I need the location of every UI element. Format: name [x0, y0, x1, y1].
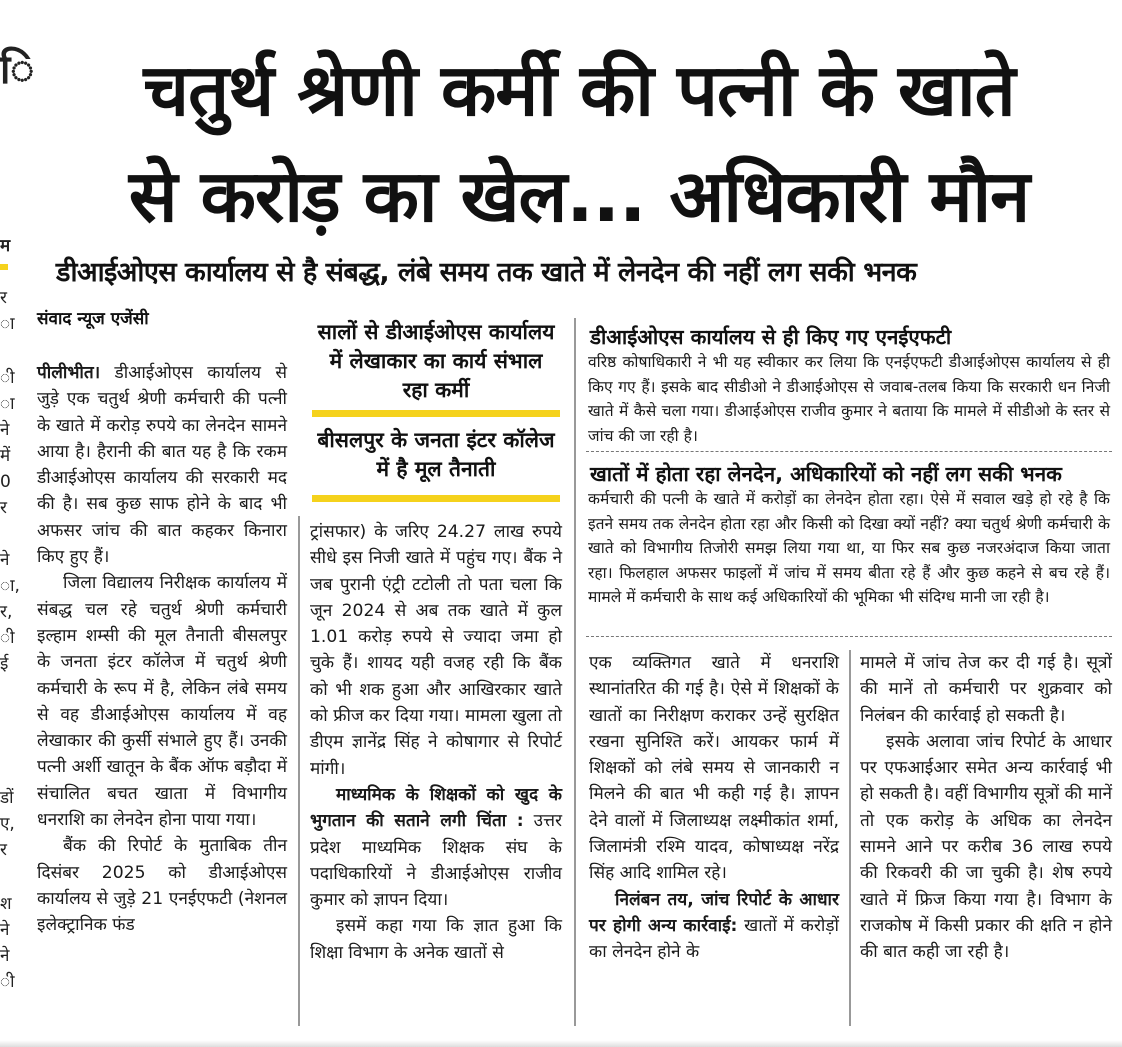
cropped-next-article [0, 1036, 1122, 1047]
dateline: पीलीभीत। [37, 363, 101, 383]
subheading-inline: माध्यमिक के शिक्षकों को खुद के भुगतान की सताने लगी चिंता : [310, 784, 562, 832]
edge-yellow-mark [0, 264, 8, 270]
paragraph: इसके अलावा जांच रिपोर्ट के आधार पर एफआईआर समेत अन्य कार्रवाई भी हो सकती है। वहीं विभागीय सूत्रों की मानें तो एक करोड़ के अधिक का लेनदेन सामने आने पर करीब 36 लाख रुपये की रिकवरी की जा चुकी है। शेष रुपये खाते में फ्रिज किया गया है। विभाग के राजकोष में किसी प्रकार की क्षति न होने की बात कही जा रही है। [860, 731, 1112, 963]
sidebar-heading: खातों में होता रहा लेनदेन, अधिकारियों को नहीं लग सकी भनक [590, 462, 1062, 486]
edge-fragment: र [0, 288, 7, 308]
article-column-4 [860, 650, 1112, 966]
dashed-divider [586, 451, 1112, 452]
edge-fragment: ने [0, 550, 10, 570]
paragraph-text: डीआईओएस कार्यालय से जुड़े एक चतुर्थ श्रेणी कर्मचारी की पत्नी के खाते में करोड़ रुपये का लेनदेन सामने आया है। हैरानी की बात यह है कि रकम डीआईओएस कार्यालय की सरकारी मद की है। सब कुछ साफ होने के बाद भी अफसर जांच की बात कहकर किनारा किए हुए हैं। [37, 363, 287, 568]
highlight-yellow-bar [312, 410, 560, 417]
edge-fragment: ी [0, 628, 15, 648]
agency-byline: संवाद न्यूज एजेंसी [37, 309, 149, 329]
subheadline: डीआईओएस कार्यालय से है संबद्ध, लंबे समय तक खाते में लेनदेन की नहीं लग सकी भनक [56, 257, 917, 288]
edge-fragment: र [0, 840, 7, 860]
sidebar-text: वरिष्ठ कोषाधिकारी ने भी यह स्वीकार कर लिया कि एनईएफटी डीआईओएस कार्यालय से ही किए गए हैं। इसके बाद सीडीओ ने डीआईओएस से जवाब-तलब किया कि सरकारी धन निजी खाते में कैसे चला गया। डीआईओएस राजीव कुमार ने बताया कि मामले में सीडीओ के स्तर से जांच की जा रही है। [588, 353, 1110, 445]
paragraph: ट्रांसफार) के जरिए 24.27 लाख रुपये सीधे इस निजी खाते में पहुंच गए। बैंक ने जब पुरानी एंट्री टटोली तो पता चला कि जून 2024 से अब तक खाते में कुल 1.01 करोड़ रुपये से ज्यादा जमा हो चुके हैं। शायद यही वजह रही कि बैंक को भी शक हुआ और आखिरकार खाते को फ्रीज कर दिया गया। मामला खुला तो डीएम ज्ञानेंद्र सिंह ने कोषागार से रिपोर्ट मांगी। [310, 522, 562, 779]
subheading-inline: निलंबन तय, जांच रिपोर्ट के आधार पर होगी अन्य कार्रवाई: [589, 889, 839, 936]
column-rule [574, 318, 576, 1026]
paragraph: मामले में जांच तेज कर दी गई है। सूत्रों की मानें तो कर्मचारी पर शुक्रवार को निलंबन की कार्रवाई हो सकती है। [860, 653, 1112, 726]
highlight-yellow-bar [312, 495, 560, 502]
edge-fragment: ने [0, 946, 10, 966]
headline-line-2: से करोड़ का खेल... अधिकारी मौन [128, 154, 1030, 238]
column-rule [298, 516, 300, 1026]
article-column-2 [310, 519, 562, 966]
paragraph: जिला विद्यालय निरीक्षक कार्यालय में संबद्ध चल रहे चतुर्थ श्रेणी कर्मचारी इल्हाम शम्सी की मूल तैनाती बीसलपुर के जनता इंटर कॉलेज में चतुर्थ श्रेणी कर्मचारी के रूप में है, लेकिन लंबे समय से वह डीआईओएस कार्यालय में वह लेखाकार की कुर्सी संभाले हुए हैं। उनकी पत्नी अर्शी खातून के बैंक ऑफ बड़ौदा में संचालित बचत खाता में विभागीय धनराशि का लेनदेन होना पाया गया। [37, 573, 287, 831]
edge-fragment: ने [0, 420, 10, 440]
paragraph: एक व्यक्तिगत खाते में धनराशि स्थानांतरित की गई है। ऐसे में शिक्षकों के खातों का निरीक्षण कराकर उन्हें सुरक्षित रखना सुनिश्ति करें। आयकर फार्म में शिक्षकों को लंबे समय से जानकारी न मिलने की बात भी कही गई है। ज्ञापन देने वालों में जिलाध्यक्ष लक्ष्मीकांत शर्मा, जिलामंत्री रश्मि यादव, कोषाध्यक्ष नरेंद्र सिंह आदि शामिल रहे। [589, 653, 839, 884]
edge-fragment: र, [0, 602, 13, 622]
edge-fragment: ा [0, 394, 15, 414]
edge-fragment: ि [0, 47, 35, 93]
edge-fragment: ई [0, 654, 9, 674]
edge-fragment: डों [0, 788, 14, 808]
paragraph: बैंक की रिपोर्ट के मुताबिक तीन दिसंबर 2025 को डीआईओएस कार्यालय से जुड़े 21 एनईएफटी (नेशनल इलेक्ट्रानिक फंड [37, 836, 287, 936]
highlight-box-heading-1: सालों से डीआईओएस कार्यालय में लेखाकार का कार्य संभाल रहा कर्मी [317, 320, 555, 402]
paragraph-text: उत्तर प्रदेश माध्यमिक शिक्षक संघ के पदाधिकारियों ने डीआईओएस राजीव कुमार को ज्ञापन दिया। [310, 811, 562, 911]
edge-fragment: श [0, 894, 12, 914]
sidebar-text: कर्मचारी की पत्नी के खाते में करोड़ों का लेनदेन होता रहा। ऐसे में सवाल खड़े हो रहे है कि इतने समय तक लेनदेन होता रहा और किसी को दिखा क्यों नहीं? क्या चतुर्थ श्रेणी कर्मचारी के खाते को विभागीय तिजोरी समझ लिया गया था, या फिर सब कुछ नजरअंदाज किया जाता रहा। फिलहाल अफसर फाइलों में जांच में समय बीता रहे हैं और कुछ कहने से बच रहे हैं। मामले में कर्मचारी के साथ कई अधिकारियों की भूमिका भी संदिग्ध मानी जा रही है। [588, 490, 1110, 606]
headline-line-1: चतुर्थ श्रेणी कर्मी की पत्नी के खाते [143, 48, 1015, 132]
edge-fragment: ए, [0, 814, 15, 834]
highlight-box-heading-2: बीसलपुर के जनता इंटर कॉलेज में है मूल तैनाती [317, 428, 555, 481]
sidebar-heading: डीआईओएस कार्यालय से ही किए गए एनईएफटी [590, 325, 952, 349]
edge-fragment: ने [0, 920, 10, 940]
edge-fragment: म [0, 236, 11, 256]
paragraph-text: खातों में करोड़ों का लेनदेन होने के [589, 915, 839, 963]
edge-fragment: ी [0, 972, 15, 992]
edge-fragment: ा [0, 314, 15, 334]
edge-fragment: ा, [0, 576, 20, 596]
article-column-3 [589, 650, 839, 966]
edge-fragment: ी [0, 368, 15, 388]
column-rule [849, 650, 851, 1026]
edge-fragment: 0 [0, 472, 11, 492]
edge-fragment: र [0, 498, 7, 518]
dashed-divider [586, 636, 1112, 637]
paragraph: इसमें कहा गया कि ज्ञात हुआ कि शिक्षा विभाग के अनेक खातों से [310, 916, 562, 963]
edge-fragment: में [0, 446, 11, 466]
article-column-1 [37, 360, 287, 939]
